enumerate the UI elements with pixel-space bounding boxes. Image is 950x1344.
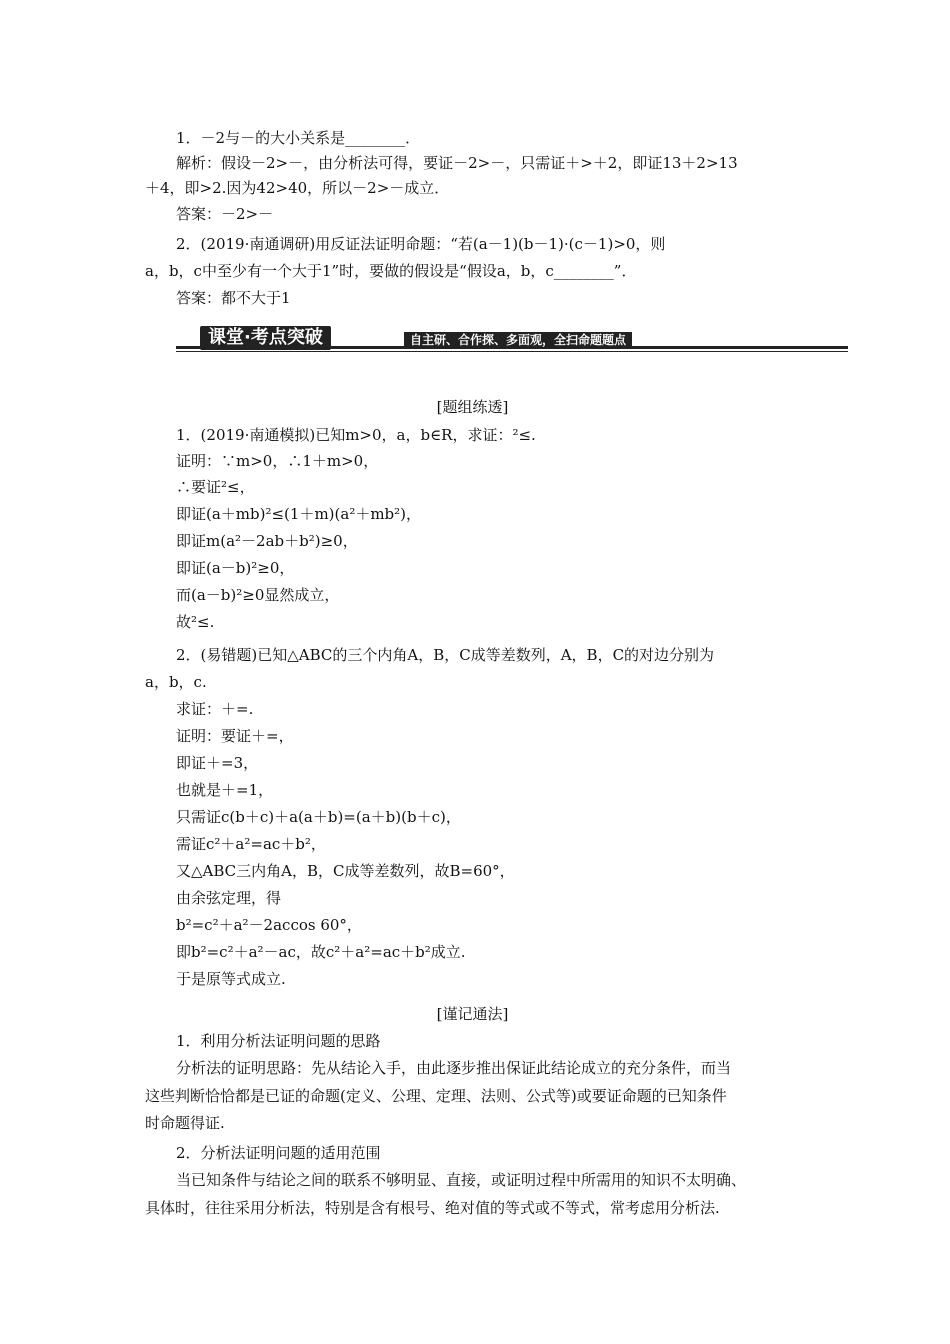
- text-line: 2．(易错题)已知△ABC的三个内角A，B，C成等差数列，A，B，C的对边分别为: [176, 646, 715, 664]
- banner-subtitle: 自主研、合作探、多面观，全扫命题题点: [404, 332, 632, 348]
- text-line: 当已知条件与结论之间的联系不够明显、直接，或证明过程中所需用的知识不太明确、: [176, 1171, 747, 1189]
- text-line: 证明：∵m>0，∴1＋m>0，: [176, 452, 379, 470]
- text-line: 只需证c(b＋c)＋a(a＋b)=(a＋b)(b＋c)，: [176, 808, 461, 826]
- heading-group-practice: [题组练透]: [436, 398, 509, 416]
- text-line: 1．(2019·南通模拟)已知m>0，a，b∈R，求证：²≤.: [176, 426, 536, 444]
- text-line: 证明：要证＋=，: [176, 727, 294, 745]
- text-line: 1．利用分析法证明问题的思路: [176, 1032, 381, 1050]
- text-line: 即证m(a²－2ab＋b²)≥0，: [176, 532, 358, 550]
- banner-title: 课堂·考点突破: [200, 326, 331, 350]
- text-line: 故²≤.: [176, 613, 215, 631]
- text-line: 时命题得证.: [145, 1114, 225, 1132]
- text-line: 由余弦定理，得: [176, 889, 282, 907]
- text-line: 具体时，往往采用分析法，特别是含有根号、绝对值的等式或不等式，常考虑用分析法.: [145, 1199, 720, 1217]
- text-line: 答案：－2>－: [176, 205, 274, 223]
- text-line: 2．分析法证明问题的适用范围: [176, 1144, 381, 1162]
- text-line: b²=c²＋a²－2accos 60°，: [176, 916, 362, 934]
- text-line: 又△ABC三内角A，B，C成等差数列，故B=60°，: [176, 862, 515, 880]
- heading-remember-method: [谨记通法]: [436, 1005, 509, 1023]
- text-line: a，b，c中至少有一个大于1”时，要做的假设是“假设a，b，c________”．: [145, 262, 637, 280]
- text-line: ∴要证²≤，: [176, 478, 255, 496]
- text-line: ＋4，即>2.因为42>40，所以－2>－成立．: [145, 179, 450, 197]
- text-line: 即b²=c²＋a²－ac，故c²＋a²=ac＋b²成立.: [176, 943, 466, 961]
- text-line: 于是原等式成立.: [176, 970, 286, 988]
- text-line: 而(a－b)²≥0显然成立，: [176, 586, 340, 604]
- text-line: 解析：假设－2>－，由分析法可得，要证－2>－，只需证＋>＋2，即证13＋2>13: [176, 154, 738, 172]
- banner-rule-thin: [176, 351, 848, 352]
- text-line: 需证c²＋a²=ac＋b²，: [176, 835, 326, 853]
- text-line: 即证(a＋mb)²≤(1＋m)(a²＋mb²)，: [176, 505, 422, 523]
- text-line: 也就是＋=1，: [176, 781, 274, 799]
- text-line: 求证：＋=.: [176, 700, 254, 718]
- text-line: 2．(2019·南通调研)用反证法证明命题：“若(a－1)(b－1)·(c－1)>0，则: [176, 235, 666, 253]
- text-line: 这些判断恰恰都是已证的命题(定义、公理、定理、法则、公式等)或要证命题的已知条件: [145, 1087, 727, 1105]
- text-line: 即证(a－b)²≥0，: [176, 559, 295, 577]
- text-line: 1．－2与－的大小关系是________．: [176, 129, 421, 147]
- text-line: a，b，c.: [145, 673, 207, 691]
- text-line: 即证＋=3，: [176, 754, 259, 772]
- text-line: 答案：都不大于1: [176, 289, 291, 307]
- section-banner: [176, 328, 848, 354]
- text-line: 分析法的证明思路：先从结论入手，由此逐步推出保证此结论成立的充分条件，而当: [176, 1059, 732, 1077]
